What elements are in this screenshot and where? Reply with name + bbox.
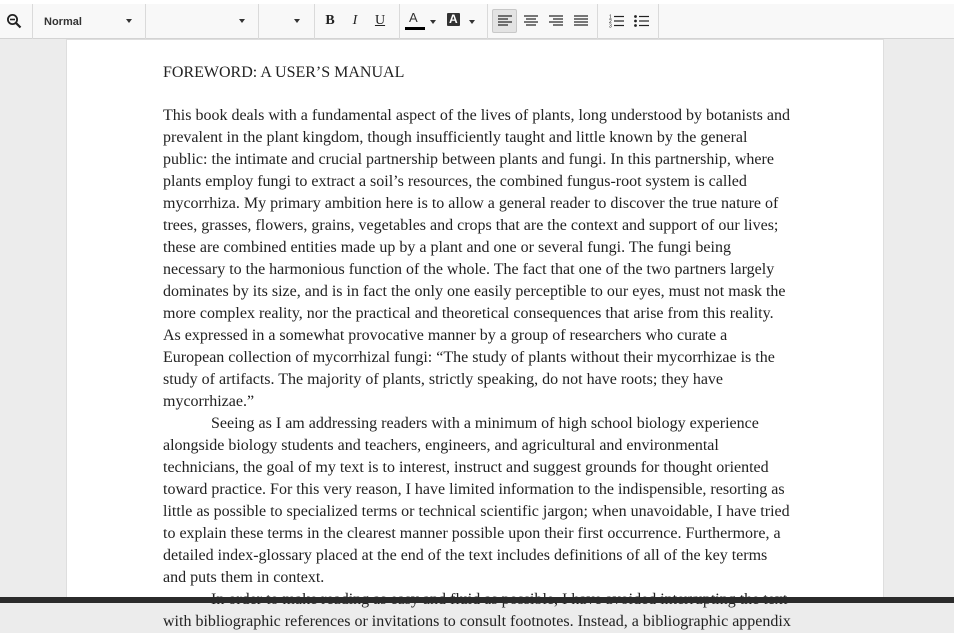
align-center-icon (524, 15, 538, 27)
svg-text:3: 3 (608, 23, 612, 28)
chevron-down-icon (239, 19, 245, 23)
toolbar-separator (399, 4, 400, 39)
chevron-down-icon (126, 19, 132, 23)
document-page[interactable] (67, 40, 883, 630)
justify-button[interactable] (568, 9, 593, 33)
chevron-down-icon (294, 19, 300, 23)
font-size-select[interactable] (259, 4, 314, 39)
chevron-down-icon (469, 20, 475, 24)
numbered-list-button[interactable] (604, 9, 628, 33)
align-right-button[interactable] (543, 9, 568, 33)
toolbar-separator (314, 4, 315, 39)
highlight-color-button[interactable] (442, 9, 478, 33)
text-color-swatch (405, 27, 425, 30)
numbered-list-icon (609, 14, 624, 28)
align-center-button[interactable] (518, 9, 543, 33)
toolbar-separator (487, 4, 488, 39)
svg-text:1: 1 (608, 14, 612, 21)
zoom-out-button[interactable] (3, 9, 25, 33)
bulleted-list-button[interactable] (629, 9, 653, 33)
paragraph[interactable]: Seeing as I am addressing readers with a minimum of high school biology experience alongside biology students and teachers, engineers, and agricultural and environmental technicians, the goal of my text is to interest, instruct and suggest grounds for thought oriented toward practice. For this very reason, I have limited information to the indispensible, resorting as little as possible to specialized terms or technical scientific jargon; when unavoidable, I have tried to explain these terms in the clearest manner possible upon their first occurrence. Furthermore, a detailed index-glossary placed at the end of the text includes definitions of all of the key terms and puts them in context. (163, 415, 790, 586)
paragraph-style-value: Normal (44, 15, 82, 28)
document-heading[interactable]: FOREWORD: A USER’S MANUAL (163, 64, 405, 81)
underline-icon: U (374, 13, 386, 28)
toolbar-separator (597, 4, 598, 39)
bold-icon: B (325, 13, 335, 28)
paragraph[interactable]: with bibliographic references or invitations to consult footnotes. Instead, a bibliographic appendix (163, 613, 791, 630)
text-color-icon: A (402, 9, 424, 33)
italic-icon: I (352, 13, 358, 28)
svg-text:2: 2 (608, 19, 612, 25)
align-right-icon (549, 15, 563, 27)
paragraph[interactable]: This book deals with a fundamental aspect of the lives of plants, long understood by botanists and prevalent in the plant kingdom, though insufficiently taught and little known by the general public: the intimate and crucial partnership between plants and fungi. In this partnership, where plants employ fungi to extract a soil’s resources, the combined fungus-root system is called mycorrhiza. My primary ambition here is to allow a general reader to discover the true nature of trees, grasses, flowers, grains, vegetables and crops that are the context and support of our lives; these are combined entities made up by a plant and one or several fungi. The fungi being necessary to the harmonious function of the whole. The fact that one of the two partners largely dominates by its size, and is in fact the only one easily perceptible to our eyes, must not mask the more complex reality, nor the practical and theoretical consequences that arise from this reality. As expressed in a somewhat provocative manner by a group of researchers who curate a European collection of mycorrhizal fungi: “The study of plants without their mycorrhizae is the study of artifacts. The majority of plants, strictly speaking, do not have roots; they have mycorrhizae.” (163, 107, 790, 410)
bold-button[interactable] (318, 9, 342, 33)
align-left-button[interactable] (492, 9, 517, 33)
highlight-color-icon: A (442, 9, 464, 33)
formatting-toolbar (0, 4, 954, 39)
paragraph-style-select[interactable] (33, 4, 145, 39)
italic-button[interactable] (343, 9, 367, 33)
bulleted-list-icon (634, 14, 649, 28)
justify-icon (574, 15, 588, 27)
toolbar-separator (658, 4, 659, 39)
align-left-icon (498, 15, 512, 27)
bottom-bar (0, 597, 954, 603)
text-color-button[interactable] (402, 9, 438, 33)
underline-button[interactable] (368, 9, 392, 33)
document-body[interactable] (163, 60, 791, 633)
font-family-select[interactable] (146, 4, 258, 39)
zoom-out-icon (6, 13, 22, 29)
chevron-down-icon (430, 20, 436, 24)
